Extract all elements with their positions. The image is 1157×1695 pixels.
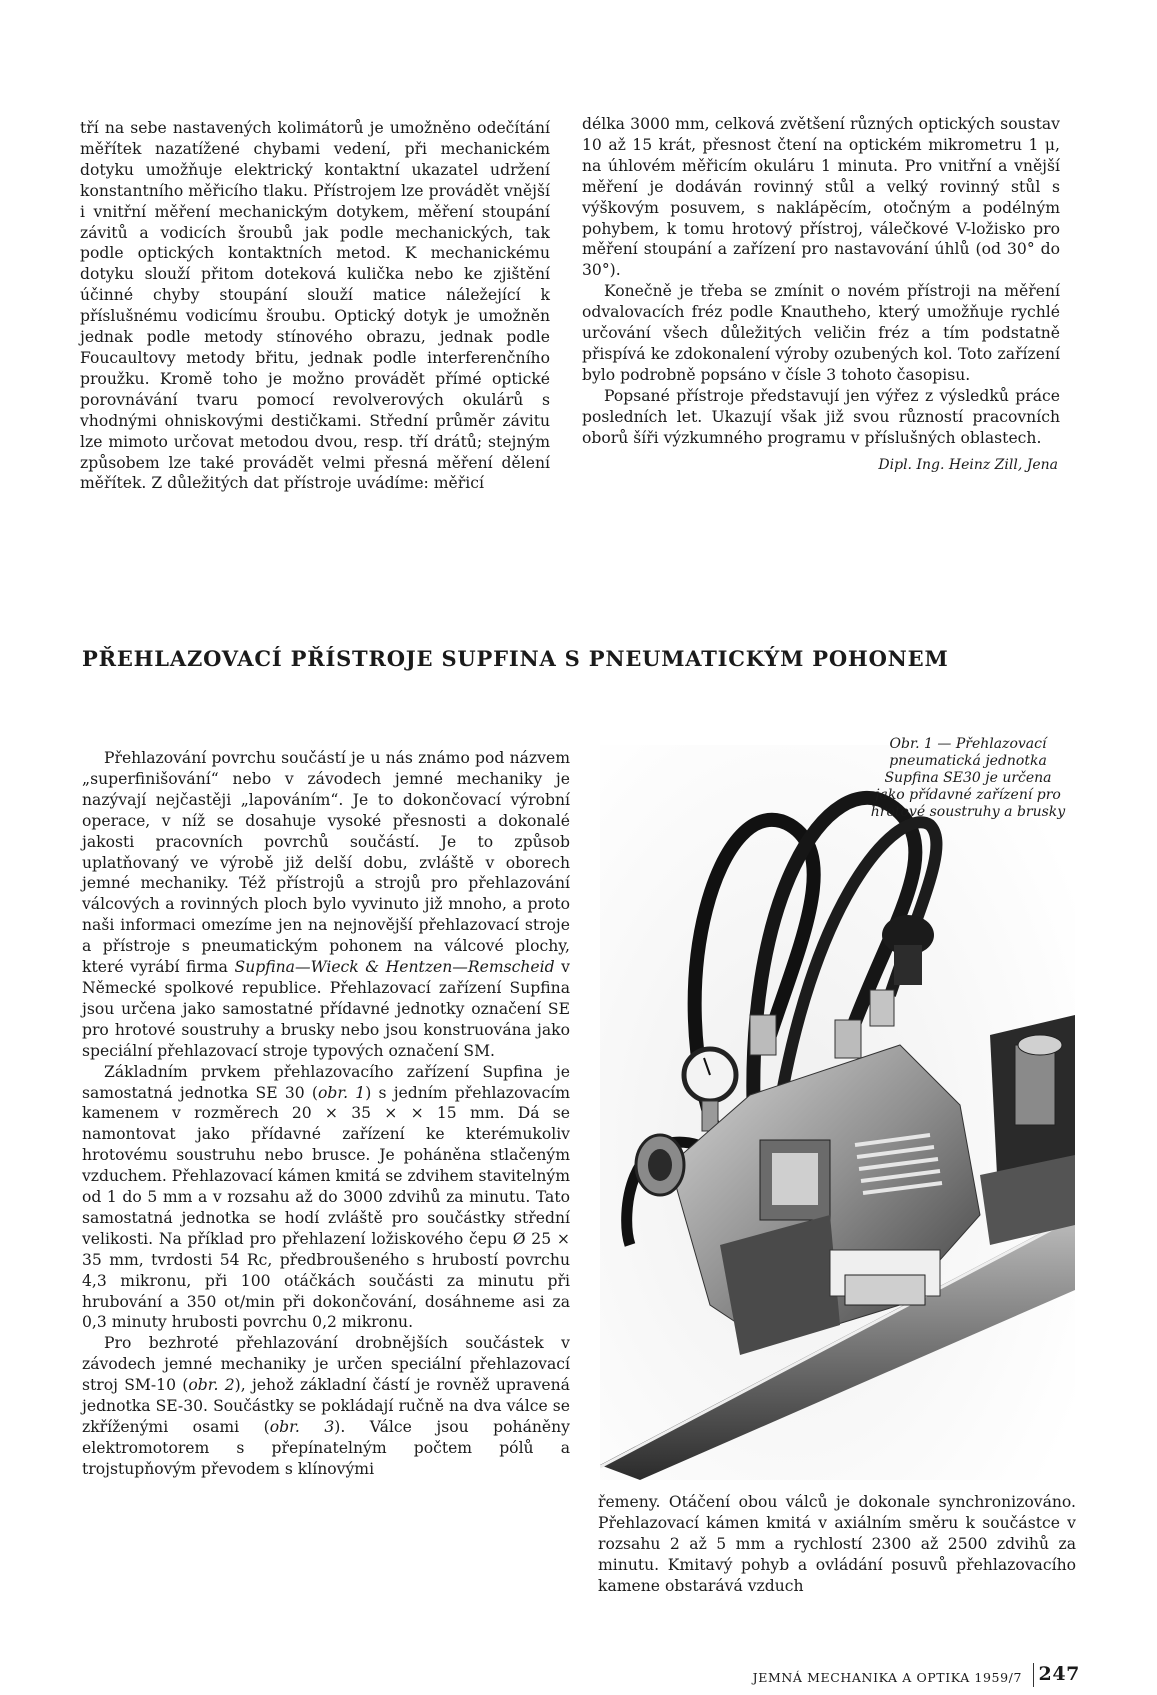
text-run: Přehlazování povrchu součástí je u nás známo pod názvem „superfinišování“ nebo v závodech jemné mechaniky je nazývají nejčastěji „lapováním“. Je to dokončovací výrobní operace, v níž se dosahuje vysoké přesnosti a dokonalé jakosti pracovních povrchů součástí. Je to způsob uplatňovaný ve výrobě již delší dobu, zvláště v oborech jemné mechaniky. Též přístrojů a strojů pro přehlazování válcových a rovinných ploch bylo vyvinuto již mnoho, a proto naši informaci omezíme jen na nejnovější přehlazovací stroje a přístroje s pneumatickým pohonem na válcové plochy, které vyrábí firma — [82, 749, 570, 977]
article-title: PŘEHLAZOVACÍ PŘÍSTROJE SUPFINA S PNEUMATICKÝM POHONEM — [82, 646, 949, 671]
article-column-right — [598, 1492, 1076, 1597]
journal-name: JEMNÁ MECHANIKA A OPTIKA 1959/7 — [752, 1670, 1022, 1685]
footer-divider — [1033, 1663, 1034, 1687]
paragraph: Popsané přístroje představují jen výřez z výsledků práce posledních let. Ukazují však již svou růzností pracovních oborů šíři výzkumného programu v příslušných oblastech. — [582, 386, 1060, 447]
continued-article-column-1 — [80, 118, 550, 494]
paragraph: řemeny. Otáčení obou válců je dokonale synchronizováno. Přehlazovací kámen kmitá v axiálním směru k součástce v rozsahu 2 až 5 mm a rychlostí 2300 až 2500 zdvihů za minutu. Kmitavý pohyb a ovládání posuvů přehlazovacího kamene obstarává vzduch — [598, 1493, 1076, 1595]
figure-reference: obr. 2 — [188, 1376, 235, 1395]
page-number: 247 — [1038, 1663, 1080, 1685]
text-run: v Německé spolkové republice. Přehlazovací zařízení Supfina jsou určena jako samostatné přídavné jednotky označení SE pro hrotové soustruhy a brusky nebo jsou konstruována jako speciální přehlazovací stroje typových označení SM. — [82, 958, 570, 1060]
article-column-left — [82, 748, 570, 1480]
continued-article-column-2 — [582, 114, 1060, 475]
text-run: Základním prvkem přehlazovacího zařízení Supfina je samostatná jednotka SE 30 ( — [82, 1062, 570, 1102]
paragraph — [82, 1333, 570, 1479]
text-run: Pro bezhroté přehlazování drobnějších součástek v závodech jemné mechaniky je určen speciální přehlazovací stroj SM-10 ( — [82, 1334, 570, 1395]
page-footer — [700, 1663, 1080, 1687]
author-signature: Dipl. Ing. Heinz Zill, Jena — [878, 456, 1058, 473]
figure-reference: obr. 1 — [317, 1083, 366, 1102]
paragraph: délka 3000 mm, celková zvětšení různých optických soustav 10 až 15 krát, přesnost čtení na optickém mikrometru 1 μ, na úhlovém měřicím okuláru 1 minuta. Pro vnitřní a vnější měření je dodáván rovinný stůl a velký rovinný stůl s výškovým posuvem, s naklápěcím, otočným a podélným pohybem, k tomu hrotový přístroj, válečkové V-ložisko pro měření stoupání a zařízení pro nastavování úhlů (od 30° do 30°). — [582, 115, 1060, 280]
paragraph — [82, 1062, 570, 1334]
text-run: ). Válce jsou poháněny elektromotorem s přepínatelným počtem pólů a trojstupňovým převodem s klínovými — [82, 1418, 570, 1478]
paragraph — [82, 748, 570, 1062]
manufacturer-name: Supfina—Wieck & Hentzen—Remscheid — [234, 958, 555, 977]
paragraph: Konečně je třeba se zmínit o novém přístroji na měření odvalovacích fréz podle Knautheho, který umožňuje rychlé určování všech důležitých veličin fréz a tím podstatně přispívá ke zdokonalení výroby ozubených kol. Toto zařízení bylo podrobně popsáno v čísle 3 tohoto časopisu. — [582, 282, 1060, 384]
figure-caption: Obr. 1 — Přehlazovací pneumatická jednotka Supfina SE30 je určena jako přídavné zařízení pro hrotové soustruhy a brusky — [870, 736, 1066, 820]
text-run: ), jehož základní částí je rovněž upravená jednotka SE-30. Součástky se pokládají ručně na dva válce se zkříženými osami ( — [82, 1376, 570, 1436]
figure-reference: obr. 3 — [269, 1418, 335, 1436]
text-run: ) s jedním přehlazovacím kamenem v rozměrech 20 × 35 × × 15 mm. Dá se namontovat jako přídavné zařízení ke kterémukoliv hrotovému soustruhu nebo brusce. Je poháněna stlačeným vzduchem. Přehlazovací kámen kmitá se zdvihem stavitelným od 1 do 5 mm a v rozsahu až do 3000 zdvihů za minutu. Tato samostatná jednotka se hodí zvláště pro součástky střední velikosti. Na příklad pro přehlazení ložiskového čepu Ø 25 × 35 mm, tvrdosti 54 Rc, předbroušeného s hrubostí povrchu 4,3 mikronu, při 100 otáčkách součásti za minutu při hrubování a 350 ot/min při dokončování, dosáhneme asi za 0,3 minuty hrubosti povrchu 0,2 mikronu. — [82, 1083, 570, 1332]
device-photograph — [600, 745, 1075, 1480]
paragraph: tří na sebe nastavených kolimátorů je umožněno odečítání měřítek nazatížené chybami vedení, při mechanickém dotyku umožňuje elektrický kontaktní ukazatel udržení konstantního měřicího tlaku. Přístrojem lze provádět vnější i vnitřní měření mechanickým dotykem, měření stoupání závitů a vodicích šroubů jak podle mechanických, tak podle optických kontaktních metod. K mechanickému dotyku slouží přitom doteková kulička nebo ke zjištění účinné chyby stoupání slouží matice náležející k příslušnému vodicímu šroubu. Optický dotyk je umožněn jednak podle metody stínového obrazu, jednak podle Foucaultovy metody břitu, jednak podle interferenčního proužku. Kromě toho je možno provádět přímé optické porovnávání tvaru pomocí revolverových okulárů s vhodnými ohniskovými destičkami. Střední průměr závitu lze mimoto určovat metodou dvou, resp. tří drátů; stejným způsobem lze také provádět velmi přesná měření dělení měřítek. Z důležitých dat přístroje uvádíme: měřicí — [80, 119, 550, 493]
